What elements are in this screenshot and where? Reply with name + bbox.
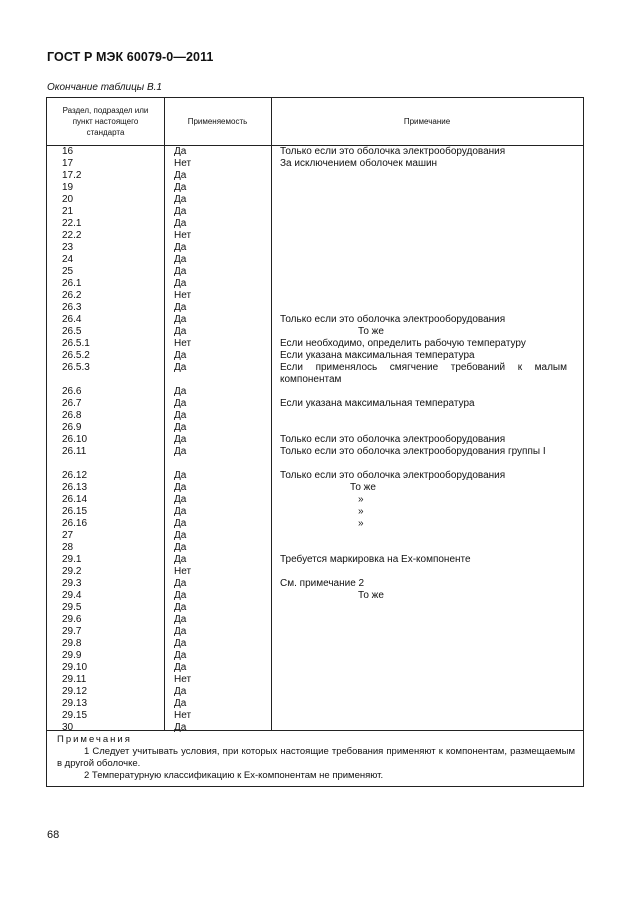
cell-note: Только если это оболочка электрооборудования группы I [280, 446, 546, 457]
table-row [47, 266, 583, 278]
cell-applicability: Да [174, 350, 187, 361]
cell-section: 26.11 [62, 446, 87, 457]
cell-note: Если указана максимальная температура [280, 398, 475, 409]
table-row [47, 362, 583, 386]
table-row [47, 434, 583, 446]
table-row [47, 338, 583, 350]
cell-applicability: Да [174, 686, 187, 697]
table-row [47, 638, 583, 650]
cell-section: 29.12 [62, 686, 88, 697]
cell-applicability: Да [174, 302, 187, 313]
cell-note: » [358, 506, 364, 517]
cell-applicability: Да [174, 422, 187, 433]
page-number: 68 [47, 829, 60, 841]
cell-section: 29.1 [62, 554, 82, 565]
table-row [47, 182, 583, 194]
cell-section: 26.6 [62, 386, 82, 397]
cell-applicability: Нет [174, 710, 192, 721]
table-row [47, 710, 583, 722]
table-row [47, 662, 583, 674]
table-row [47, 386, 583, 398]
table-row [47, 446, 583, 470]
cell-applicability: Да [174, 506, 187, 517]
cell-applicability: Да [174, 494, 187, 505]
cell-section: 17 [62, 158, 74, 169]
cell-section: 26.9 [62, 422, 82, 433]
cell-section: 26.8 [62, 410, 82, 421]
cell-section: 26.13 [62, 482, 88, 493]
table-row [47, 194, 583, 206]
cell-section: 29.10 [62, 662, 88, 673]
notes-title: Примечания [57, 734, 132, 745]
cell-applicability: Да [174, 530, 187, 541]
cell-section: 29.3 [62, 578, 82, 589]
cell-applicability: Нет [174, 290, 192, 301]
cell-applicability: Да [174, 362, 187, 373]
table-row [47, 254, 583, 266]
cell-section: 28 [62, 542, 74, 553]
cell-section: 26.15 [62, 506, 88, 517]
table-row [47, 674, 583, 686]
cell-applicability: Да [174, 242, 187, 253]
cell-applicability: Да [174, 254, 187, 265]
cell-section: 26.16 [62, 518, 88, 529]
cell-applicability: Да [174, 314, 187, 325]
cell-section: 26.3 [62, 302, 82, 313]
cell-section: 16 [62, 146, 74, 157]
cell-section: 21 [62, 206, 74, 217]
cell-section: 29.4 [62, 590, 82, 601]
cell-section: 25 [62, 266, 74, 277]
table-row [47, 530, 583, 542]
table-body [47, 146, 583, 734]
cell-section: 26.5.3 [62, 362, 90, 373]
table-row [47, 686, 583, 698]
table-row [47, 626, 583, 638]
cell-applicability: Да [174, 554, 187, 565]
cell-note: Только если это оболочка электрооборудования [280, 434, 506, 445]
cell-applicability: Да [174, 578, 187, 589]
table-notes [47, 730, 583, 787]
cell-section: 22.2 [62, 230, 82, 241]
cell-section: 19 [62, 182, 74, 193]
table-row [47, 398, 583, 410]
cell-applicability: Да [174, 266, 187, 277]
cell-section: 27 [62, 530, 74, 541]
note-2: 2 Температурную классификацию к Ex-компонентам не применяют. [84, 770, 384, 781]
table-row [47, 494, 583, 506]
cell-applicability: Да [174, 326, 187, 337]
table-row [47, 230, 583, 242]
cell-section: 29.8 [62, 638, 82, 649]
cell-applicability: Нет [174, 230, 192, 241]
cell-applicability: Да [174, 206, 187, 217]
cell-note: Только если это оболочка электрооборудования [280, 470, 506, 481]
table-row [47, 650, 583, 662]
cell-note: Только если это оболочка электрооборудования [280, 146, 506, 157]
cell-section: 26.4 [62, 314, 82, 325]
cell-section: 23 [62, 242, 74, 253]
cell-applicability: Да [174, 626, 187, 637]
cell-applicability: Да [174, 470, 187, 481]
cell-section: 17.2 [62, 170, 82, 181]
cell-applicability: Да [174, 482, 187, 493]
table-caption: Окончание таблицы В.1 [47, 82, 162, 93]
table-row [47, 146, 583, 158]
cell-section: 26.14 [62, 494, 88, 505]
cell-note: То же [358, 590, 384, 601]
table-row [47, 218, 583, 230]
cell-section: 30 [62, 722, 74, 733]
cell-section: 29.5 [62, 602, 82, 613]
cell-note: Требуется маркировка на Ex-компоненте [280, 554, 471, 565]
cell-applicability: Да [174, 194, 187, 205]
table-row [47, 278, 583, 290]
cell-note: За исключением оболочек машин [280, 158, 438, 169]
cell-note: То же [350, 482, 376, 493]
cell-applicability: Да [174, 434, 187, 445]
table-row [47, 290, 583, 302]
table-row [47, 422, 583, 434]
cell-applicability: Да [174, 662, 187, 673]
table-row [47, 506, 583, 518]
cell-applicability: Да [174, 650, 187, 661]
table-row [47, 590, 583, 602]
cell-applicability: Да [174, 722, 187, 733]
cell-section: 22.1 [62, 218, 82, 229]
cell-applicability: Нет [174, 338, 192, 349]
cell-applicability: Да [174, 170, 187, 181]
table-row [47, 602, 583, 614]
cell-applicability: Да [174, 698, 187, 709]
cell-section: 26.10 [62, 434, 88, 445]
table-row [47, 566, 583, 578]
table-row [47, 350, 583, 362]
column-header-section: Раздел, подраздел или пункт настоящего стандарта [62, 106, 149, 137]
cell-applicability: Да [174, 446, 187, 457]
cell-section: 26.1 [62, 278, 82, 289]
cell-note: » [358, 518, 364, 529]
cell-section: 26.5 [62, 326, 82, 337]
cell-section: 29.9 [62, 650, 82, 661]
table-header-row [47, 98, 583, 146]
cell-applicability: Да [174, 590, 187, 601]
cell-section: 29.2 [62, 566, 82, 577]
cell-applicability: Да [174, 386, 187, 397]
cell-applicability: Да [174, 638, 187, 649]
table-row [47, 554, 583, 566]
cell-applicability: Да [174, 410, 187, 421]
cell-section: 26.7 [62, 398, 82, 409]
cell-applicability: Да [174, 182, 187, 193]
table-row [47, 242, 583, 254]
cell-note: » [358, 494, 364, 505]
cell-note: Если применялось смягчение требований к малым компонентам [280, 362, 567, 385]
cell-section: 26.5.2 [62, 350, 90, 361]
cell-applicability: Да [174, 278, 187, 289]
cell-note: Если указана максимальная температура [280, 350, 475, 361]
table-row [47, 326, 583, 338]
cell-note: То же [358, 326, 384, 337]
cell-applicability: Да [174, 398, 187, 409]
cell-applicability: Да [174, 146, 187, 157]
cell-section: 20 [62, 194, 74, 205]
cell-section: 26.12 [62, 470, 88, 481]
cell-section: 29.11 [62, 674, 87, 685]
table-row [47, 302, 583, 314]
table-row [47, 314, 583, 326]
cell-note: См. примечание 2 [280, 578, 365, 589]
table-row [47, 206, 583, 218]
table-row [47, 698, 583, 710]
cell-section: 26.5.1 [62, 338, 90, 349]
table-row [47, 158, 583, 170]
cell-section: 29.15 [62, 710, 88, 721]
cell-applicability: Да [174, 218, 187, 229]
cell-applicability: Да [174, 518, 187, 529]
cell-applicability: Нет [174, 674, 192, 685]
table-row [47, 578, 583, 590]
table-row [47, 482, 583, 494]
cell-section: 29.6 [62, 614, 82, 625]
table-row [47, 470, 583, 482]
cell-applicability: Да [174, 614, 187, 625]
table-row [47, 614, 583, 626]
table-row [47, 410, 583, 422]
cell-section: 29.13 [62, 698, 88, 709]
column-header-applicability: Применяемость [187, 117, 248, 126]
cell-note: Только если это оболочка электрооборудования [280, 314, 506, 325]
cell-applicability: Да [174, 542, 187, 553]
column-header-note: Примечание [403, 117, 451, 126]
document-header: ГОСТ Р МЭК 60079-0—2011 [47, 50, 214, 64]
table-row [47, 170, 583, 182]
note-1: 1 Следует учитывать условия, при которых настоящие требования применяют к компонентам, размещаемым в другой оболочке. [57, 746, 575, 769]
cell-section: 24 [62, 254, 74, 265]
cell-section: 26.2 [62, 290, 82, 301]
table-row [47, 542, 583, 554]
cell-section: 29.7 [62, 626, 82, 637]
table [46, 97, 584, 787]
table-row [47, 518, 583, 530]
cell-note: Если необходимо, определить рабочую температуру [280, 338, 526, 349]
cell-applicability: Нет [174, 566, 192, 577]
cell-applicability: Нет [174, 158, 192, 169]
cell-applicability: Да [174, 602, 187, 613]
